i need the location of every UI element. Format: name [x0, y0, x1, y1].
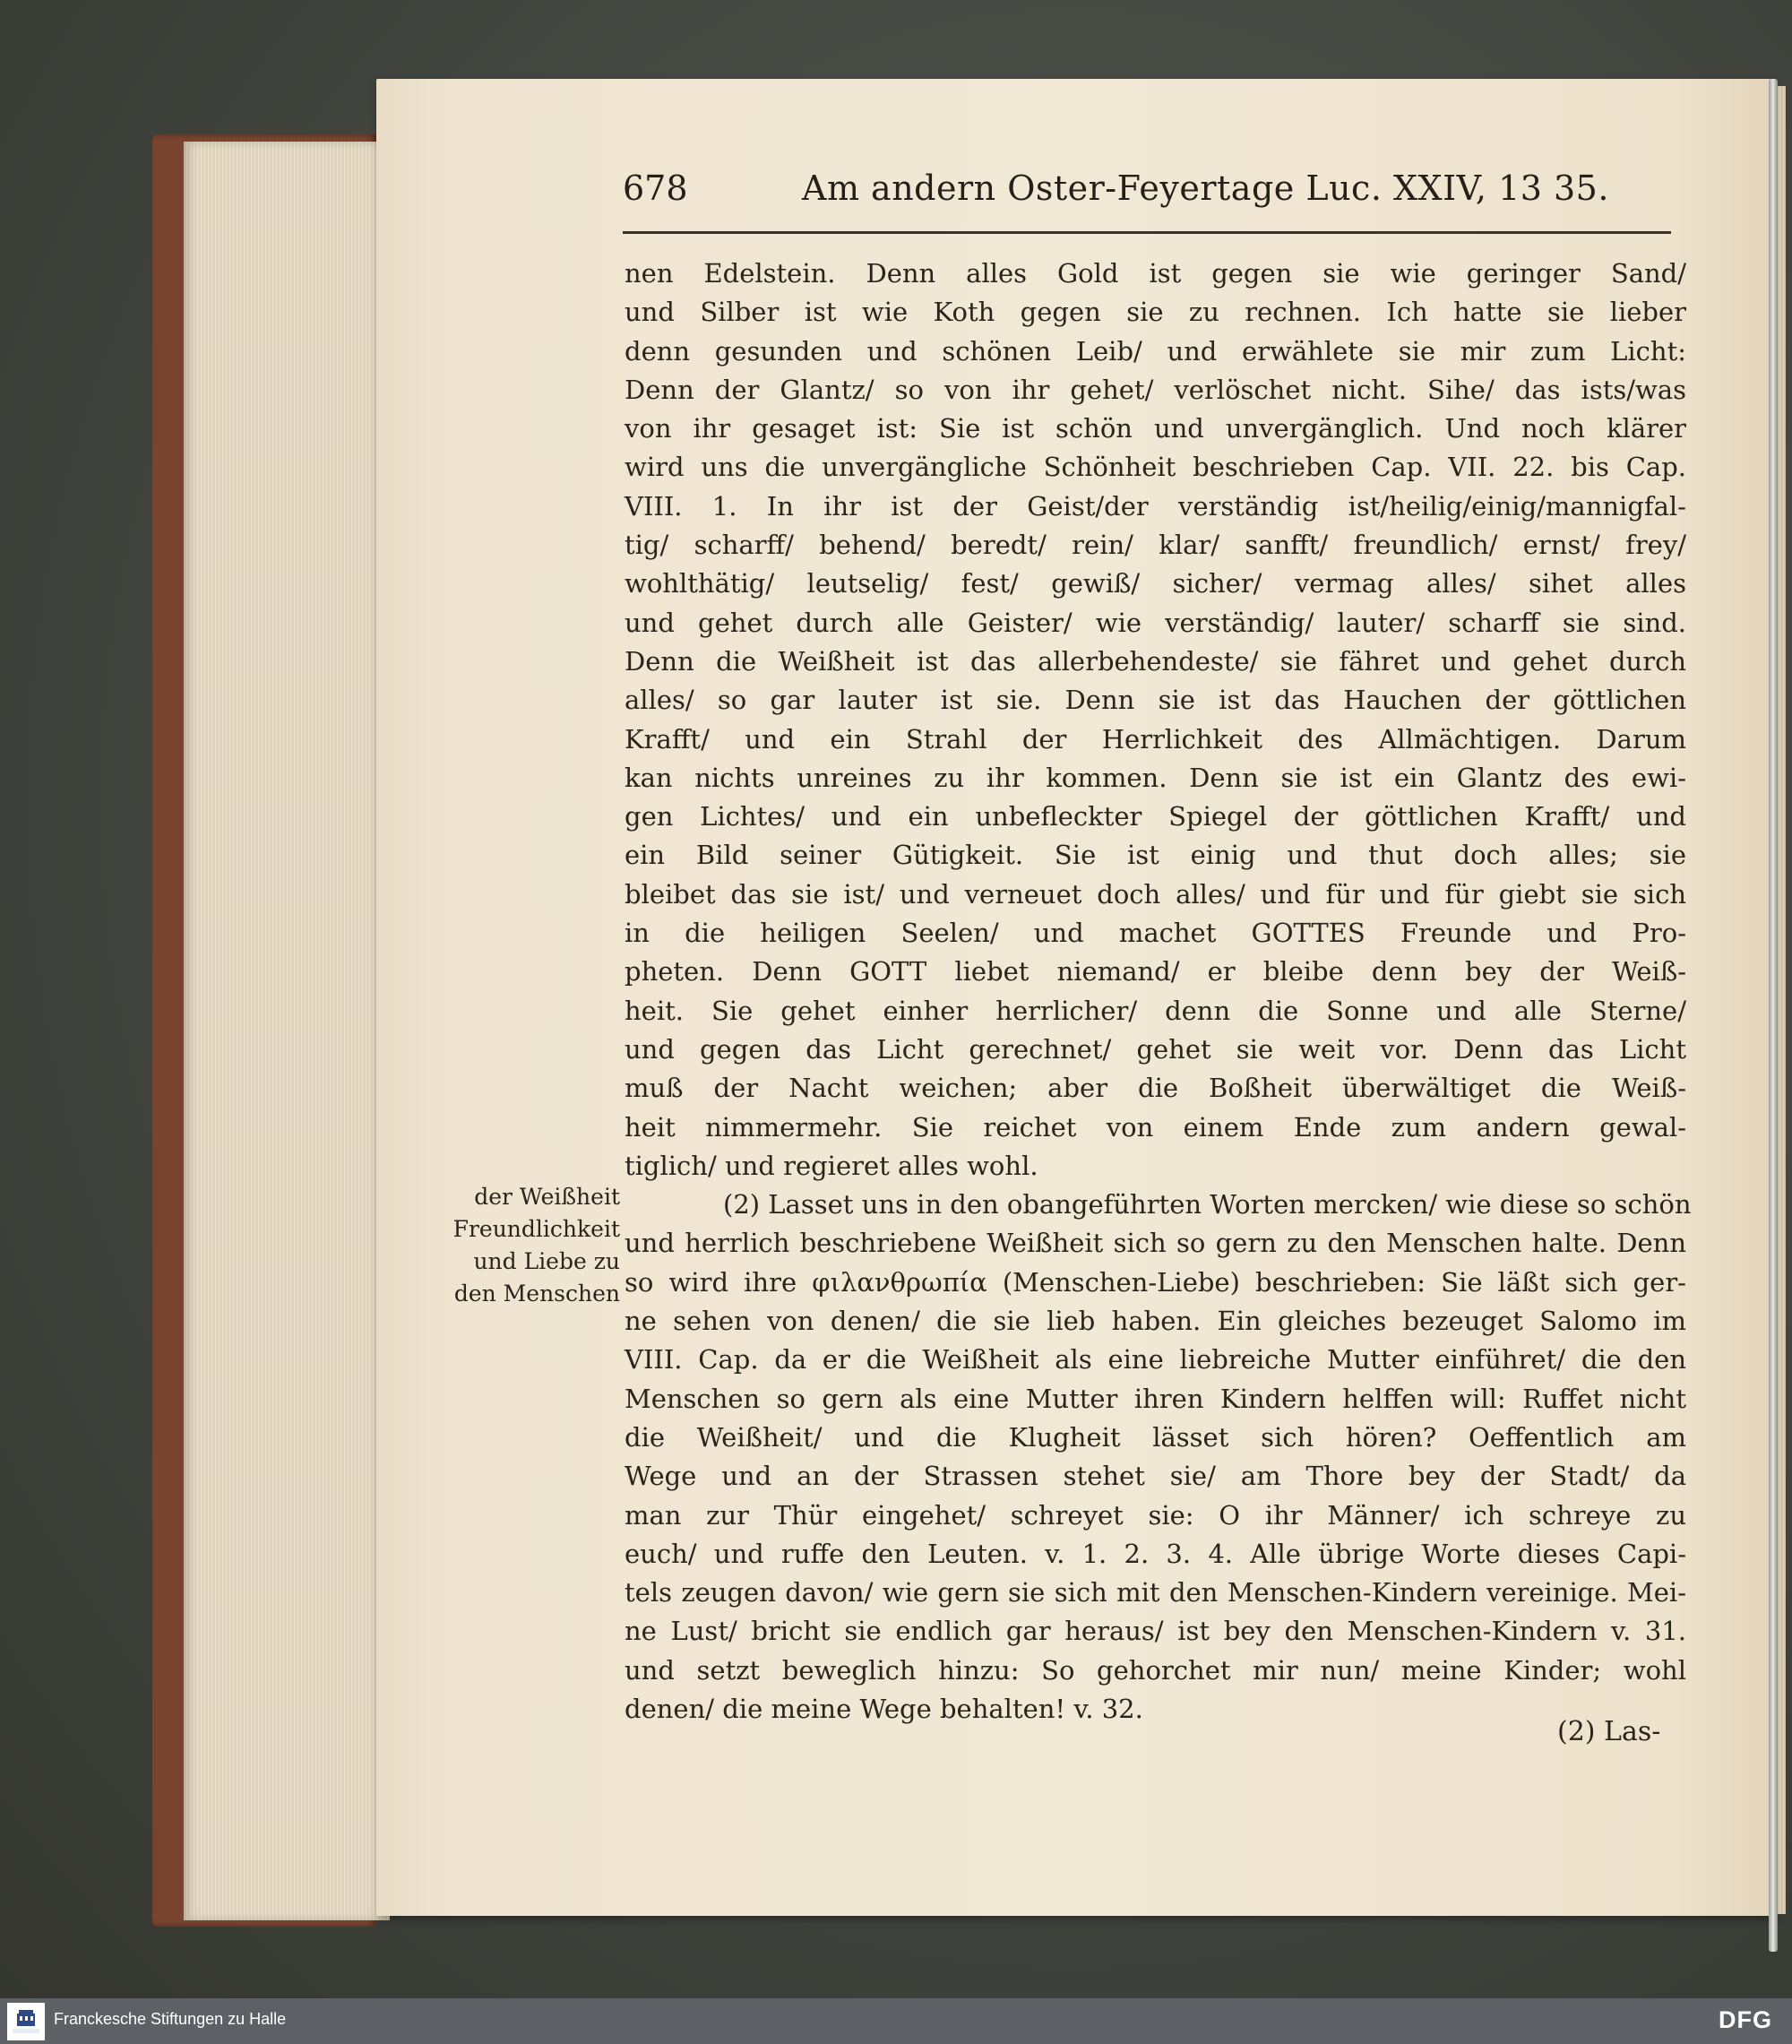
text-line: Denn die Weißheit ist das allerbehendeste/ sie fähret und gehet durch	[625, 645, 1686, 677]
text-line: alles/ so gar lauter ist sie. Denn sie ist das Hauchen der göttlichen	[625, 685, 1686, 716]
page-header	[623, 168, 1671, 222]
text-line: tiglich/ und regieret alles wohl.	[625, 1150, 1038, 1181]
paragraph-start-line: (2) Lasset uns in den obangeführten Worten mercken/ wie diese so schön	[723, 1189, 1692, 1220]
marginal-note-line: und Liebe zu	[473, 1248, 620, 1274]
text-line: VIII. 1. In ihr ist der Geist/der verständig ist/heilig/einig/mannigfal-	[625, 490, 1686, 522]
header-rule	[623, 231, 1671, 234]
text-line: von ihr gesaget ist: Sie ist schön und unvergänglich. Und noch klärer	[625, 413, 1686, 444]
marginal-note-line: der Weißheit	[474, 1184, 620, 1210]
text-line: ein Bild seiner Gütigkeit. Sie ist einig und thut doch alles; sie	[625, 840, 1686, 871]
marginal-note-line: den Menschen	[453, 1281, 620, 1307]
institution-name[interactable]: Franckesche Stiftungen zu Halle	[54, 2010, 287, 2028]
text-line: nen Edelstein. Denn alles Gold ist gegen sie wie geringer Sand/	[625, 258, 1686, 289]
marginal-note-line: Freundlichkeit	[452, 1216, 620, 1242]
text-line: so wird ihre φιλανθρωπία (Menschen-Liebe) beschrieben: Sie läßt sich ger-	[625, 1266, 1686, 1298]
text-line: muß der Nacht weichen; aber die Boßheit überwältiget die Weiß-	[625, 1073, 1686, 1104]
text-line: gen Lichtes/ und ein unbefleckter Spiegel der göttlichen Krafft/ und	[625, 801, 1686, 832]
text-line: denen/ die meine Wege behalten! v. 32.	[625, 1693, 1143, 1724]
text-line: und herrlich beschriebene Weißheit sich so gern zu den Menschen halte. Denn	[625, 1228, 1686, 1259]
text-line: kan nichts unreines zu ihr kommen. Denn sie ist ein Glantz des ewi-	[625, 762, 1686, 793]
book-page-edges	[184, 142, 390, 1920]
metal-clip	[1769, 79, 1778, 1952]
text-line: ne Lust/ bricht sie endlich gar heraus/ ist bey den Menschen-Kindern v. 31.	[625, 1616, 1686, 1647]
text-line: und setzt beweglich hinzu: So gehorchet mir nun/ meine Kinder; wohl	[625, 1654, 1686, 1686]
marginal-note	[432, 1181, 620, 1310]
running-title: Am andern Oster-Feyertage Luc. XXIV, 13 35.	[802, 168, 1609, 208]
text-line: tig/ scharff/ behend/ beredt/ rein/ klar/ sanfft/ freundlich/ ernst/ frey/	[625, 530, 1686, 561]
text-line: Krafft/ und ein Strahl der Herrlichkeit des Allmächtigen. Darum	[625, 723, 1686, 755]
catchword: (2) Las-	[1557, 1716, 1661, 1747]
text-line: heit. Sie gehet einher herrlicher/ denn die Sonne und alle Sterne/	[625, 995, 1686, 1026]
viewer-footer	[0, 1998, 1792, 2044]
text-line: wird uns die unvergängliche Schönheit beschrieben Cap. VII. 22. bis Cap.	[625, 452, 1686, 483]
text-line: Menschen so gern als eine Mutter ihren Kindern helffen will: Ruffet nicht	[625, 1383, 1686, 1414]
text-line: und gegen das Licht gerechnet/ gehet sie weit vor. Denn das Licht	[625, 1033, 1686, 1065]
text-line: und gehet durch alle Geister/ wie verständig/ lauter/ scharff sie sind.	[625, 607, 1686, 638]
dfg-logo[interactable]: DFG	[1719, 2006, 1772, 2033]
page-number: 678	[623, 168, 688, 208]
text-line: und Silber ist wie Koth gegen sie zu rechnen. Ich hatte sie lieber	[625, 297, 1686, 328]
text-line: man zur Thür eingehet/ schreyet sie: O ihr Männer/ ich schreye zu	[625, 1499, 1686, 1531]
text-line: VIII. Cap. da er die Weißheit als eine liebreiche Mutter einführet/ die den	[625, 1344, 1686, 1376]
text-line: bleibet das sie ist/ und verneuet doch alles/ und für und für giebt sie sich	[625, 878, 1686, 910]
text-line: pheten. Denn GOTT liebet niemand/ er bleibe denn bey der Weiß-	[625, 956, 1686, 988]
text-line: Denn der Glantz/ so von ihr gehet/ verlöschet nicht. Sihe/ das ists/was	[625, 374, 1686, 405]
text-line: heit nimmermehr. Sie reichet von einem Ende zum andern gewal-	[625, 1111, 1686, 1143]
text-line: denn gesunden und schönen Leib/ und erwählete sie mir zum Licht:	[625, 335, 1686, 367]
text-line: tels zeugen davon/ wie gern sie sich mit den Menschen-Kindern vereinige. Mei-	[625, 1577, 1686, 1608]
text-line: ne sehen von denen/ die sie lieb haben. Ein gleiches bezeuget Salomo im	[625, 1306, 1686, 1337]
body-text	[625, 254, 1692, 1729]
institution-logo-icon	[7, 2003, 45, 2040]
text-line: euch/ und ruffe den Leuten. v. 1. 2. 3. 4. Alle übrige Worte dieses Capi-	[625, 1538, 1686, 1569]
text-line: in die heiligen Seelen/ und machet GOTTES Freunde und Pro-	[625, 918, 1686, 949]
text-line: die Weißheit/ und die Klugheit lässet sich hören? Oeffentlich am	[625, 1421, 1686, 1453]
institution-logo[interactable]	[7, 2003, 45, 2040]
text-line: wohlthätig/ leutselig/ fest/ gewiß/ sicher/ vermag alles/ sihet alles	[625, 568, 1686, 599]
text-line: Wege und an der Strassen stehet sie/ am Thore bey der Stadt/ da	[625, 1461, 1686, 1492]
